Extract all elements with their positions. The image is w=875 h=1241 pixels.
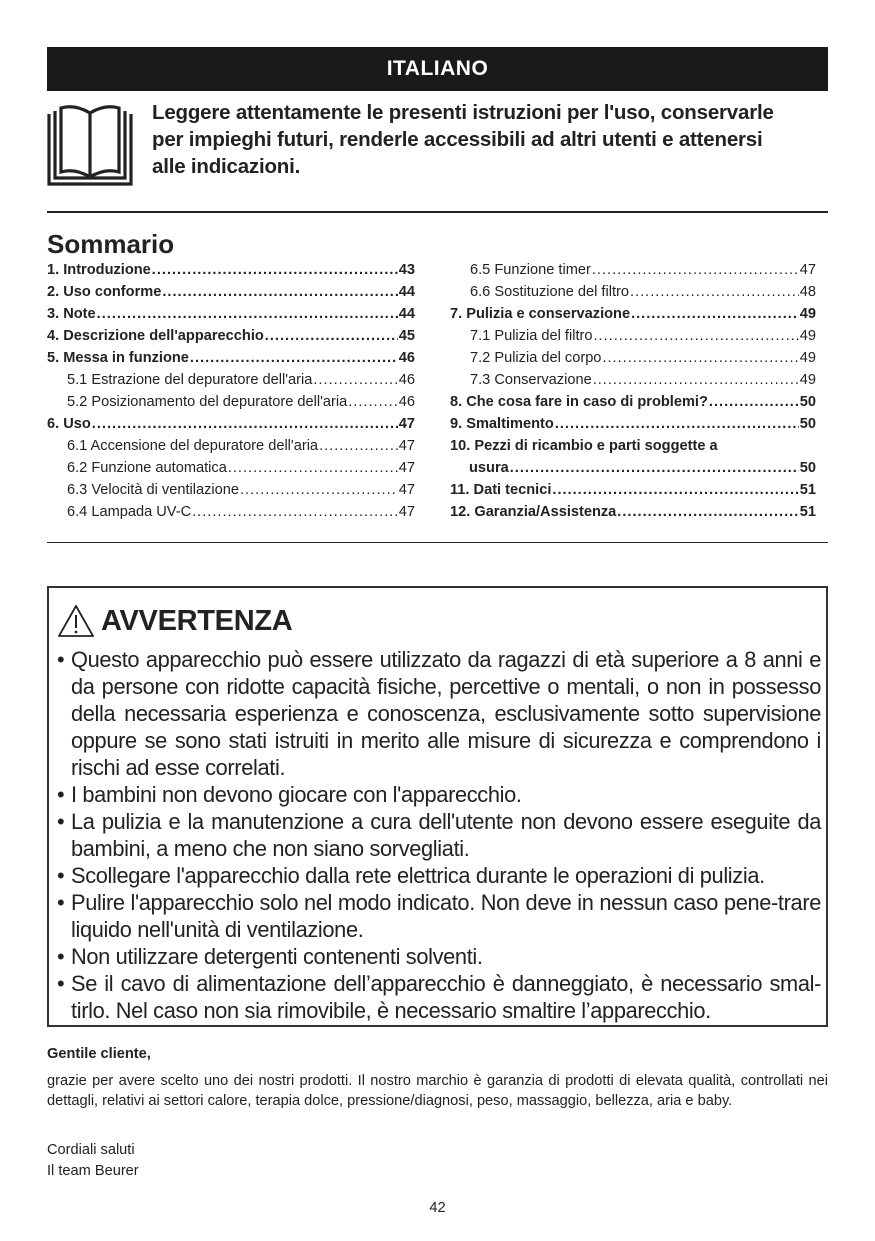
toc-leader-dots — [97, 306, 398, 322]
toc-entry — [450, 284, 816, 306]
greeting-salutation: Gentile cliente, — [47, 1046, 151, 1062]
toc-entry-label: 6.5 Funzione timer — [470, 262, 591, 278]
toc-entry-label: 2. Uso conforme — [47, 284, 162, 300]
page-number: 42 — [429, 1200, 446, 1216]
toc-leader-dots — [630, 284, 799, 300]
toc-leader-dots — [152, 262, 398, 278]
warning-item: • I bambini non devono giocare con l'apparecchio. — [59, 781, 821, 808]
toc-entry — [450, 438, 816, 460]
warning-item: • Pulire l'apparecchio solo nel modo indicato. Non deve in nessun caso pene-trare liquido nell'unità di ventilazione. — [59, 889, 821, 943]
toc-entry-label: 7. Pulizia e conservazione — [450, 306, 631, 322]
toc-entry — [450, 394, 816, 416]
warning-list — [59, 646, 821, 1024]
toc-entry-label: 6.1 Accensione del depuratore dell'aria — [67, 438, 319, 454]
toc-leader-dots — [602, 350, 798, 366]
toc-leader-dots — [555, 416, 799, 432]
greeting-team: Il team Beurer — [47, 1163, 139, 1179]
toc-title: Sommario — [47, 229, 175, 259]
warning-item: • Questo apparecchio può essere utilizzato da ragazzi di età superiore a 8 anni e da persone con ridotte capacità fisiche, percettive o mentali, o non in possesso della necessaria esperienza e conoscenza, esclusivamente sotto supervisione oppure se sono stati istruiti in merito alle misure di sicurezza e comprendono i rischi ad esse correlati. — [59, 646, 821, 781]
toc-entry-page: 44 — [398, 306, 415, 322]
toc-entry-label: 7.2 Pulizia del corpo — [470, 350, 602, 366]
toc-entry — [47, 328, 415, 350]
toc-entry-label: 11. Dati tecnici — [450, 482, 552, 498]
toc-entry-label: 9. Smaltimento — [450, 416, 554, 432]
divider — [47, 542, 828, 543]
toc-leader-dots — [265, 328, 398, 344]
toc-entry — [47, 372, 415, 394]
toc-entry-label: 5.2 Posizionamento del depuratore dell'aria — [67, 394, 348, 410]
toc-entry-label: 3. Note — [47, 306, 96, 322]
toc-leader-dots — [594, 328, 799, 344]
divider — [47, 211, 828, 213]
toc-leader-dots — [313, 372, 397, 388]
toc-entry-label: 5. Messa in funzione — [47, 350, 189, 366]
language-header-bar — [47, 47, 828, 91]
warning-header — [57, 604, 292, 638]
toc-entry-label: 6.6 Sostituzione del filtro — [470, 284, 629, 300]
toc-leader-dots — [319, 438, 398, 454]
toc-entry-label: 6. Uso — [47, 416, 91, 432]
toc-entry-page: 50 — [799, 394, 816, 410]
toc-entry-page: 49 — [799, 328, 816, 344]
toc-entry — [47, 306, 415, 328]
toc-leader-dots — [709, 394, 799, 410]
toc-entry-page: 45 — [398, 328, 415, 344]
toc-entry-page: 47 — [398, 504, 415, 520]
toc-entry-label: 4. Descrizione dell'apparecchio — [47, 328, 264, 344]
toc-entry-label: 12. Garanzia/Assistenza — [450, 504, 617, 520]
warning-box — [47, 586, 828, 1027]
toc-entry — [47, 394, 415, 416]
toc-leader-dots — [617, 504, 798, 520]
toc-leader-dots — [190, 350, 398, 366]
toc-entry-label: 6.3 Velocità di ventilazione — [67, 482, 239, 498]
toc-entry-page: 47 — [398, 416, 415, 432]
toc-entry-page: 49 — [799, 372, 816, 388]
toc-entry — [47, 482, 415, 504]
toc-right-column — [450, 262, 816, 526]
warning-triangle-icon — [57, 604, 95, 638]
toc-entry-label: 10. Pezzi di ricambio e parti soggette a — [450, 438, 718, 454]
toc-entry-label: 8. Che cosa fare in caso di problemi? — [450, 394, 708, 410]
warning-title: AVVERTENZA — [101, 604, 293, 637]
toc-entry — [47, 262, 415, 284]
greeting-closing: Cordiali saluti — [47, 1142, 135, 1158]
toc-entry-page: 48 — [799, 284, 816, 300]
toc-entry — [47, 350, 415, 372]
toc-entry-page: 50 — [799, 416, 816, 432]
intro-instructions — [152, 99, 832, 180]
toc-entry-label: 7.1 Pulizia del filtro — [470, 328, 593, 344]
toc-entry-label: 7.3 Conservazione — [470, 372, 592, 388]
toc-entry-page: 46 — [398, 394, 415, 410]
toc-entry-label: 6.4 Lampada UV-C — [67, 504, 192, 520]
toc-entry-page: 44 — [398, 284, 415, 300]
toc-left-column — [47, 262, 415, 526]
toc-leader-dots — [631, 306, 799, 322]
language-label: ITALIANO — [386, 57, 489, 80]
intro-line: per impieghi futuri, renderle accessibili ad altri utenti e attenersi — [152, 128, 763, 151]
toc-entry — [450, 306, 816, 328]
toc-leader-dots — [593, 372, 799, 388]
toc-entry — [450, 262, 816, 284]
toc-leader-dots — [162, 284, 397, 300]
warning-item: • Scollegare l'apparecchio dalla rete elettrica durante le operazioni di pulizia. — [59, 862, 821, 889]
toc-entry — [47, 460, 415, 482]
toc-entry — [450, 416, 816, 438]
toc-entry — [450, 504, 816, 526]
greeting-body: grazie per avere scelto uno dei nostri prodotti. Il nostro marchio è garanzia di prodotti di elevata qualità, controllati nei dettagli, relativi ai settori calore, terapia dolce, pressione/diagnosi, peso, massaggio, bellezza, aria e baby. — [47, 1073, 828, 1109]
toc-entry-label: usura — [469, 460, 509, 476]
toc-leader-dots — [348, 394, 398, 410]
toc-leader-dots — [192, 504, 398, 520]
intro-line: Leggere attentamente le presenti istruzioni per l'uso, conservarle — [152, 101, 774, 124]
toc-entry-label: 5.1 Estrazione del depuratore dell'aria — [67, 372, 313, 388]
toc-entry — [450, 460, 816, 482]
toc-entry-page: 47 — [398, 438, 415, 454]
toc-entry-page: 50 — [799, 460, 816, 476]
intro-line: alle indicazioni. — [152, 155, 301, 178]
toc-entry-page: 46 — [398, 372, 415, 388]
toc-entry — [450, 350, 816, 372]
toc-entry — [47, 504, 415, 526]
toc-entry — [47, 416, 415, 438]
toc-entry-label: 1. Introduzione — [47, 262, 151, 278]
toc-leader-dots — [592, 262, 799, 278]
warning-item: • Se il cavo di alimentazione dell’apparecchio è danneggiato, è necessario smal-tirlo. Nel caso non sia rimovibile, è necessario smaltire l’apparecchio. — [59, 970, 821, 1024]
toc-entry-page: 47 — [398, 482, 415, 498]
toc-entry-page: 51 — [799, 482, 816, 498]
toc-entry-page: 49 — [799, 306, 816, 322]
toc-entry-page: 43 — [398, 262, 415, 278]
toc-leader-dots — [510, 460, 799, 476]
open-book-icon — [47, 104, 133, 186]
warning-item: • Non utilizzare detergenti contenenti solventi. — [59, 943, 821, 970]
toc-entry-page: 46 — [398, 350, 415, 366]
toc-leader-dots — [552, 482, 798, 498]
toc-entry-page: 51 — [799, 504, 816, 520]
toc-leader-dots — [92, 416, 398, 432]
toc-entry — [450, 328, 816, 350]
toc-entry — [47, 284, 415, 306]
toc-entry-page: 47 — [799, 262, 816, 278]
toc-entry-page: 49 — [799, 350, 816, 366]
toc-entry-label: 6.2 Funzione automatica — [67, 460, 227, 476]
toc-entry — [47, 438, 415, 460]
warning-item: • La pulizia e la manutenzione a cura dell'utente non devono essere eseguite da bambini, a meno che non siano sorvegliati. — [59, 808, 821, 862]
toc-entry — [450, 372, 816, 394]
toc-leader-dots — [228, 460, 398, 476]
toc-entry-page: 47 — [398, 460, 415, 476]
toc-entry — [450, 482, 816, 504]
toc-leader-dots — [240, 482, 398, 498]
